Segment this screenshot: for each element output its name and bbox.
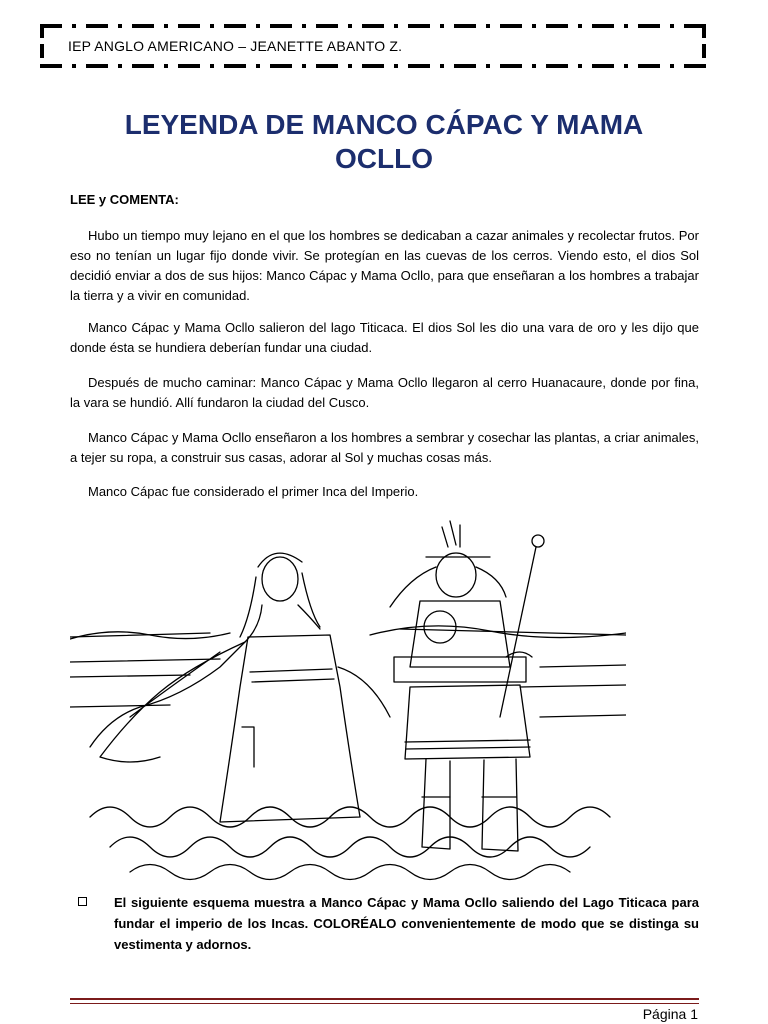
manco-capac-figure	[390, 521, 544, 851]
section-subheading: LEE y COMENTA:	[70, 192, 179, 207]
story-paragraph-4: Manco Cápac y Mama Ocllo enseñaron a los hombres a sembrar y cosechar las plantas, a criar animales, a tejer su ropa, a construir sus casas, adorar al Sol y muchas cosas más.	[70, 430, 699, 465]
header-dashed-border-bottom	[40, 64, 706, 68]
header-dashed-border-left	[40, 24, 44, 68]
square-bullet-icon	[78, 897, 87, 906]
story-paragraph-1: Hubo un tiempo muy lejano en el que los hombres se dedicaban a cazar animales y recolectar frutos. Por eso no tenían un lugar fijo donde vivir. Se protegían en las cuevas de los cerros. Viendo esto, el dios Sol decidió enviar a dos de sus hijos: Manco Cápac y Mama Ocllo, para que enseñaran a los hombres a trabajar la tierra y a vivir en comunidad.	[70, 228, 699, 303]
manco-capac-mama-ocllo-illustration	[70, 517, 626, 889]
page-title	[0, 108, 768, 176]
manco-capac-legs	[422, 759, 518, 851]
header-dashed-border-right	[702, 24, 706, 68]
story-paragraph-2: Manco Cápac y Mama Ocllo salieron del lago Titicaca. El dios Sol les dio una vara de oro y les dijo que donde ésta se hundiera deberían fundar una ciudad.	[70, 320, 699, 355]
manco-capac-sun-emblem	[424, 611, 456, 643]
footer-rule	[70, 998, 699, 1004]
instruction-text: El siguiente esquema muestra a Manco Cápac y Mama Ocllo saliendo del Lago Titicaca para fundar el imperio de los Incas. COLORÉALO convenientemente de modo que se distinga su vestimenta y adornos.	[114, 895, 699, 952]
page-number: Página 1	[642, 1006, 698, 1022]
header-dashed-border-top	[40, 24, 706, 28]
mama-ocllo-figure	[90, 553, 390, 822]
manco-capac-tunic-band	[394, 657, 526, 682]
page-title-line-2: OCLLO	[335, 143, 433, 174]
manco-capac-headdress	[426, 521, 490, 557]
mama-ocllo-dress	[220, 635, 360, 822]
story-paragraph-3: Después de mucho caminar: Manco Cápac y Mama Ocllo llegaron al cerro Huanacaure, donde por fina, la vara se hundió. Allí fundaron la ciudad del Cusco.	[70, 375, 699, 410]
header-frame	[40, 24, 706, 68]
story-paragraph-5: Manco Cápac fue considerado el primer Inca del Imperio.	[88, 484, 419, 499]
page-title-line-1: LEYENDA DE MANCO CÁPAC Y MAMA	[124, 109, 644, 140]
water-lines	[70, 659, 626, 717]
header-school-name: IEP ANGLO AMERICANO – JEANETTE ABANTO Z.	[68, 38, 403, 54]
